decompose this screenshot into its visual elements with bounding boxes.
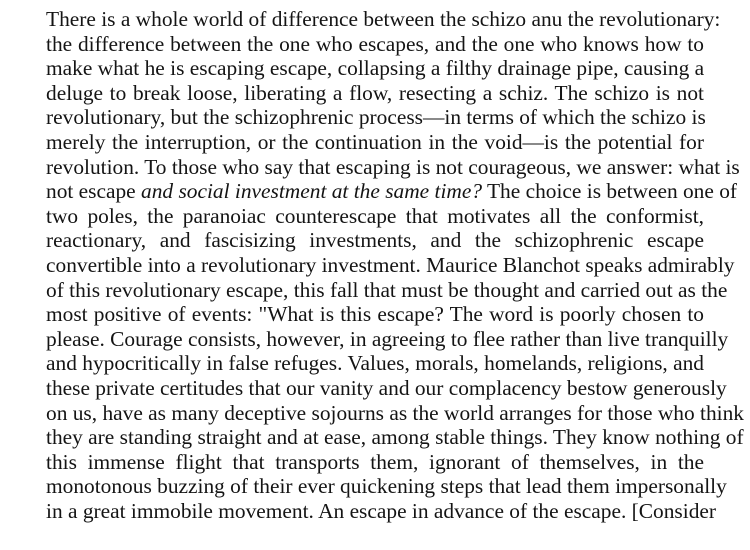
text-line-with-italic <box>46 179 738 204</box>
text-line: merely the interruption, or the continuation in the void—is the potential for <box>46 129 704 154</box>
text-line: the difference between the one who escapes, and the one who knows how to <box>46 31 704 56</box>
text-line: most positive of events: "What is this escape? The word is poorly chosen to <box>46 302 704 327</box>
text-line: this immense flight that transports them, ignorant of themselves, in the <box>46 449 704 474</box>
text-line: deluge to break loose, liberating a flow, resecting a schiz. The schizo is not <box>46 80 704 105</box>
text-line: There is a whole world of difference between the schizo anu the revolutionary: <box>46 7 721 31</box>
text-line: two poles, the paranoiac counterescape that motivates all the conformist, <box>46 203 704 228</box>
text-segment: The choice is between one of <box>482 179 738 204</box>
text-segment: not escape <box>46 179 142 204</box>
text-line: please. Courage consists, however, in agreeing to flee rather than live tranquilly <box>46 326 729 351</box>
text-line: and hypocritically in false refuges. Values, morals, homelands, religions, and <box>46 351 704 376</box>
text-line: make what he is escaping escape, collapsing a filthy drainage pipe, causing a <box>46 56 705 81</box>
text-line: of this revolutionary escape, this fall that must be thought and carried out as the <box>46 277 728 302</box>
text-line: reactionary, and fascisizing investments, and the schizophrenic escape <box>46 228 704 253</box>
text-line: monotonous buzzing of their ever quickening steps that lead them impersonally <box>46 474 727 499</box>
text-line: convertible into a revolutionary investment. Maurice Blanchot speaks admirably <box>46 252 735 277</box>
text-line: revolution. To those who say that escaping is not courageous, we answer: what is <box>46 154 740 179</box>
italic-phrase: and social investment at the same time? <box>141 179 483 204</box>
text-line: on us, have as many deceptive sojourns as the world arranges for those who think <box>46 400 744 425</box>
text-line: they are standing straight and at ease, among stable things. They know nothing of <box>46 425 744 450</box>
text-line: in a great immobile movement. An escape in advance of the escape. [Consider <box>46 498 717 523</box>
body-text <box>46 7 744 523</box>
text-line: revolutionary, but the schizophrenic process—in terms of which the schizo is <box>46 105 706 130</box>
text-line: these private certitudes that our vanity and our complacency bestow generously <box>46 375 727 400</box>
